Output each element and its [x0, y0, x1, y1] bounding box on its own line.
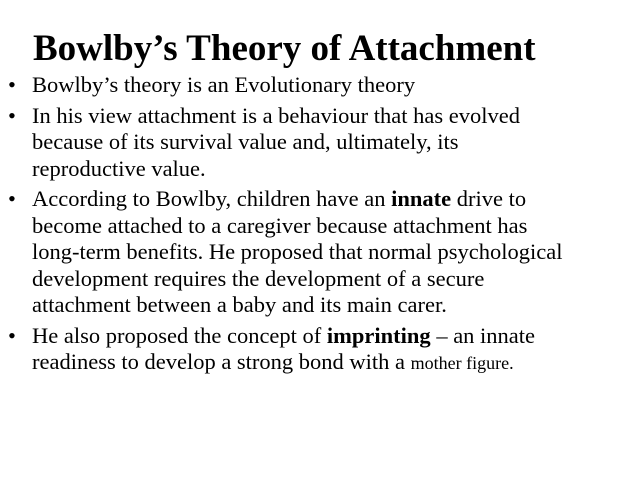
bullet-text-line: become attached to a caregiver because attachment has: [32, 212, 528, 238]
text-run: readiness to develop a strong bond with a: [32, 349, 411, 374]
bullet-text-line: long-term benefits. He proposed that normal psychological: [32, 239, 563, 264]
bullet-text-line: reproductive value.: [32, 155, 206, 181]
bullet-text-line: because of its survival value and, ultimately, its: [32, 129, 459, 154]
bullet-text-line: In his view attachment is a behaviour that has evolved: [32, 102, 520, 128]
bullet-list: [8, 72, 634, 381]
slide-title: Bowlby’s Theory of Attachment: [33, 28, 536, 69]
small-text-run: mother figure.: [410, 353, 514, 373]
bullet-item: [8, 186, 634, 319]
bullet-text-line: [32, 349, 634, 377]
bullet-text-line: [32, 186, 634, 213]
bullet-marker: •: [8, 322, 16, 348]
bullet-text-line: development requires the development of a secure: [32, 265, 485, 291]
bullet-marker: •: [8, 102, 16, 128]
bold-term-imprinting: imprinting: [326, 322, 431, 348]
text-run: – an innate: [430, 322, 536, 348]
bullet-item: [8, 103, 634, 183]
bullet-marker: •: [8, 72, 16, 97]
bullet-text-line: [32, 323, 634, 350]
text-run: He also proposed the concept of: [32, 322, 327, 348]
bullet-text-line: Bowlby’s theory is an Evolutionary theory: [32, 72, 416, 97]
text-run: drive to: [451, 186, 527, 211]
text-run: According to Bowlby, children have an: [32, 186, 392, 211]
bold-term-innate: innate: [391, 186, 452, 211]
bullet-item: [8, 72, 634, 99]
bullet-item: [8, 323, 634, 377]
bullet-text-line: attachment between a baby and its main carer.: [32, 292, 447, 317]
bullet-marker: •: [8, 186, 16, 211]
